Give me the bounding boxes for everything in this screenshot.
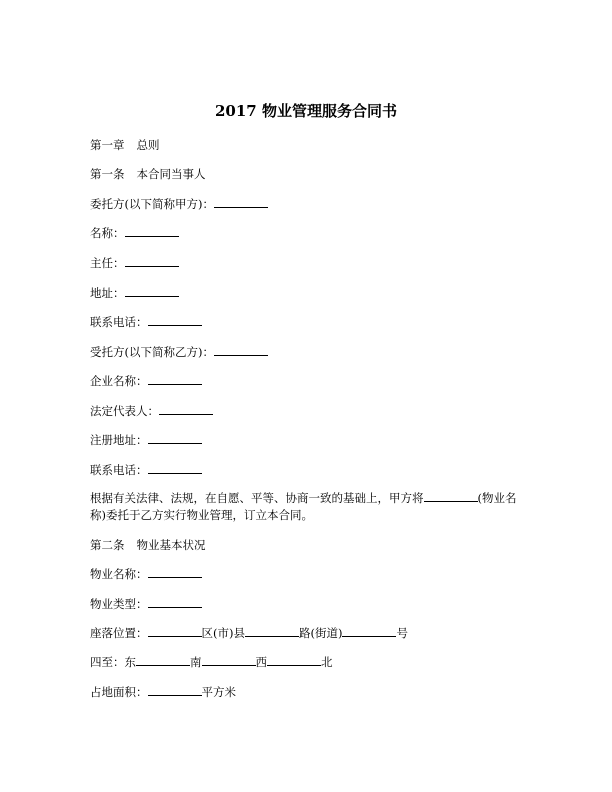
property-name-blank[interactable]: [148, 566, 202, 578]
article-2-heading: [90, 537, 206, 553]
article-1-name: 本合同当事人: [136, 167, 206, 181]
supervisor-label: 主任：: [90, 256, 125, 270]
legal-rep-line: [90, 403, 213, 419]
area-line: [90, 684, 236, 700]
property-name-line: [90, 566, 202, 582]
name-label: 名称：: [90, 226, 125, 240]
client-line: [90, 196, 268, 212]
company-name-blank[interactable]: [148, 373, 202, 385]
legal-rep-label: 法定代表人：: [90, 404, 159, 418]
road-text: 路(街道): [298, 626, 343, 640]
location-number-blank[interactable]: [342, 625, 396, 637]
company-name-line: [90, 373, 202, 389]
boundary-west-blank[interactable]: [267, 654, 321, 666]
reg-address-label: 注册地址：: [90, 433, 148, 447]
north-text: 北: [321, 655, 333, 669]
phone-2-label: 联系电话：: [90, 463, 148, 477]
reg-address-blank[interactable]: [148, 432, 202, 444]
property-type-label: 物业类型：: [90, 597, 148, 611]
client-label: 委托方(以下简称甲方)：: [90, 197, 214, 211]
west-text: 西: [255, 655, 267, 669]
boundary-south-blank[interactable]: [202, 654, 256, 666]
client-blank[interactable]: [214, 196, 268, 208]
name-blank[interactable]: [125, 225, 179, 237]
address-blank[interactable]: [125, 285, 179, 297]
south-text: 南: [190, 655, 202, 669]
supervisor-blank[interactable]: [125, 255, 179, 267]
trustee-blank[interactable]: [214, 344, 268, 356]
legal-rep-blank[interactable]: [159, 403, 213, 415]
district-text: 区(市)县: [201, 626, 245, 640]
intro-part-1: 根据有关法律、法规，在自愿、平等、协商一致的基础上，甲方将: [90, 491, 424, 505]
article-2-name: 物业基本状况: [136, 538, 206, 552]
name-line: [90, 225, 179, 241]
company-name-label: 企业名称：: [90, 374, 148, 388]
reg-address-line: [90, 432, 202, 448]
article-1-label: 第一条: [90, 167, 125, 181]
phone-2-blank[interactable]: [148, 462, 202, 474]
phone-2-line: [90, 462, 202, 478]
phone-1-line: [90, 314, 202, 330]
number-text: 号: [396, 626, 408, 640]
boundary-label: 四至：东: [90, 655, 136, 669]
address-label: 地址：: [90, 286, 125, 300]
phone-1-blank[interactable]: [148, 314, 202, 326]
chapter-name: 总则: [136, 138, 160, 152]
area-blank[interactable]: [148, 684, 202, 696]
article-2-label: 第二条: [90, 538, 125, 552]
chapter-label: 第一章: [90, 138, 125, 152]
property-name-label: 物业名称：: [90, 567, 148, 581]
location-road-blank[interactable]: [245, 625, 299, 637]
area-unit: 平方米: [201, 685, 236, 699]
boundary-east-blank[interactable]: [136, 654, 190, 666]
intro-paragraph: [90, 490, 530, 524]
trustee-label: 受托方(以下简称乙方)：: [90, 345, 214, 359]
property-name-blank-inline[interactable]: [424, 490, 478, 502]
address-line: [90, 285, 179, 301]
article-1-heading: [90, 166, 206, 182]
location-district-blank[interactable]: [148, 625, 202, 637]
boundary-line: [90, 654, 333, 670]
document-title: 2017 物业管理服务合同书: [215, 102, 397, 120]
location-label: 座落位置：: [90, 626, 148, 640]
supervisor-line: [90, 255, 179, 271]
chapter-heading: [90, 137, 160, 153]
area-label: 占地面积：: [90, 685, 148, 699]
location-line: [90, 625, 408, 641]
phone-1-label: 联系电话：: [90, 315, 148, 329]
trustee-line: [90, 344, 268, 360]
intro-part-2: (物业名称)委托于乙方实行物业管理，订立本合同。: [90, 491, 517, 522]
property-type-line: [90, 596, 202, 612]
property-type-blank[interactable]: [148, 596, 202, 608]
